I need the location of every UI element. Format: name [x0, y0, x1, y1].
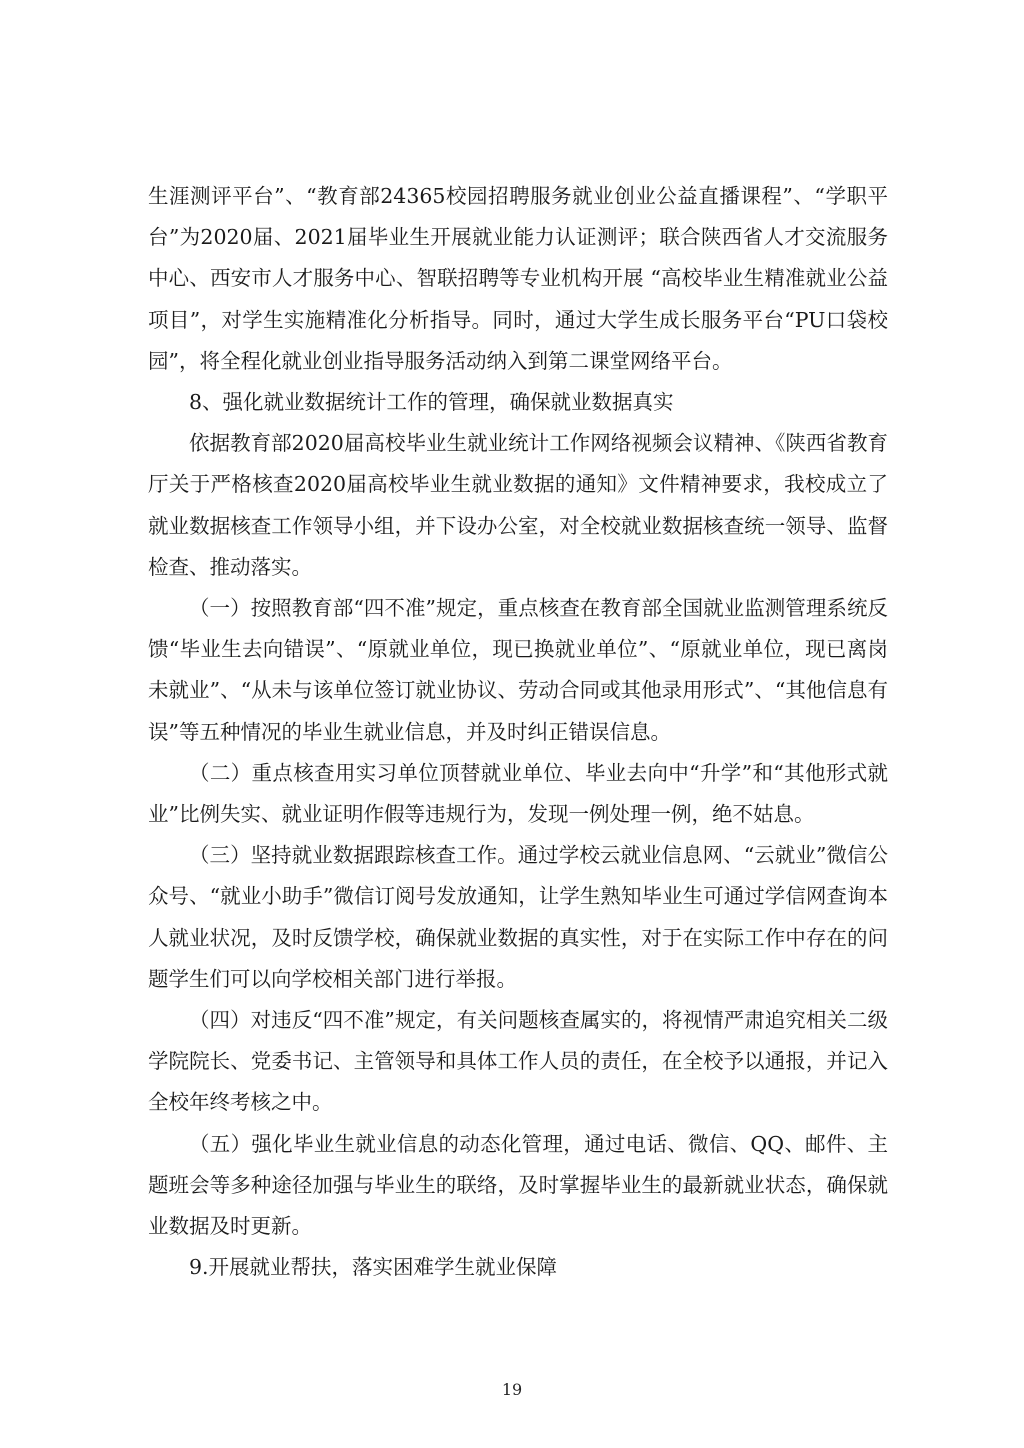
section-heading-8: 8、强化就业数据统计工作的管理，确保就业数据真实 [189, 390, 674, 415]
paragraph: （四）对违反“四不准”规定，有关问题核查属实的，将视情严肃追究相关二级学院院长、党委书记、主管领导和具体工作人员的责任，在全校予以通报，并记入全校年终考核之中。 [148, 1008, 888, 1115]
paragraph: （一）按照教育部“四不准”规定，重点核查在教育部全国就业监测管理系统反馈“毕业生去向错误”、“原就业单位，现已换就业单位”、“原就业单位，现已离岗未就业”、“从未与该单位签订就业协议、劳动合同或其他录用形式”、“其他信息有误”等五种情况的毕业生就业信息，并及时纠正错误信息。 [148, 596, 888, 744]
paragraph: （二）重点核查用实习单位顶替就业单位、毕业去向中“升学”和“其他形式就业”比例失实、就业证明作假等违规行为，发现一例处理一例，绝不姑息。 [148, 760, 888, 827]
page-number: 19 [501, 1380, 523, 1399]
paragraph: （三）坚持就业数据跟踪核查工作。通过学校云就业信息网、“云就业”微信公众号、“就业小助手”微信订阅号发放通知，让学生熟知毕业生可通过学信网查询本人就业状况，及时反馈学校，确保就业数据的真实性，对于在实际工作中存在的问题学生们可以向学校相关部门进行举报。 [148, 843, 888, 991]
section-heading-9: 9.开展就业帮扶，落实困难学生就业保障 [189, 1255, 558, 1280]
paragraph-continuation: 生涯测评平台”、“教育部24365校园招聘服务就业创业公益直播课程”、“学职平台”为2020届、2021届毕业生开展就业能力认证测评；联合陕西省人才交流服务中心、西安市人才服务中心、智联招聘等专业机构开展 “高校毕业生精准就业公益项目”，对学生实施精准化分析指导。同时，通过大学生成长服务平台“PU口袋校园”，将全程化就业创业指导服务活动纳入到第二课堂网络平台。 [148, 184, 888, 373]
paragraph: （五）强化毕业生就业信息的动态化管理，通过电话、微信、QQ、邮件、主题班会等多种途径加强与毕业生的联络，及时掌握毕业生的最新就业状态，确保就业数据及时更新。 [148, 1131, 888, 1239]
paragraph: 依据教育部2020届高校毕业生就业统计工作网络视频会议精神、《陕西省教育厅关于严格核查2020届高校毕业生就业数据的通知》文件精神要求，我校成立了就业数据核查工作领导小组，并下设办公室，对全校就业数据核查统一领导、监督检查、推动落实。 [148, 431, 888, 579]
body-text [148, 176, 888, 1288]
